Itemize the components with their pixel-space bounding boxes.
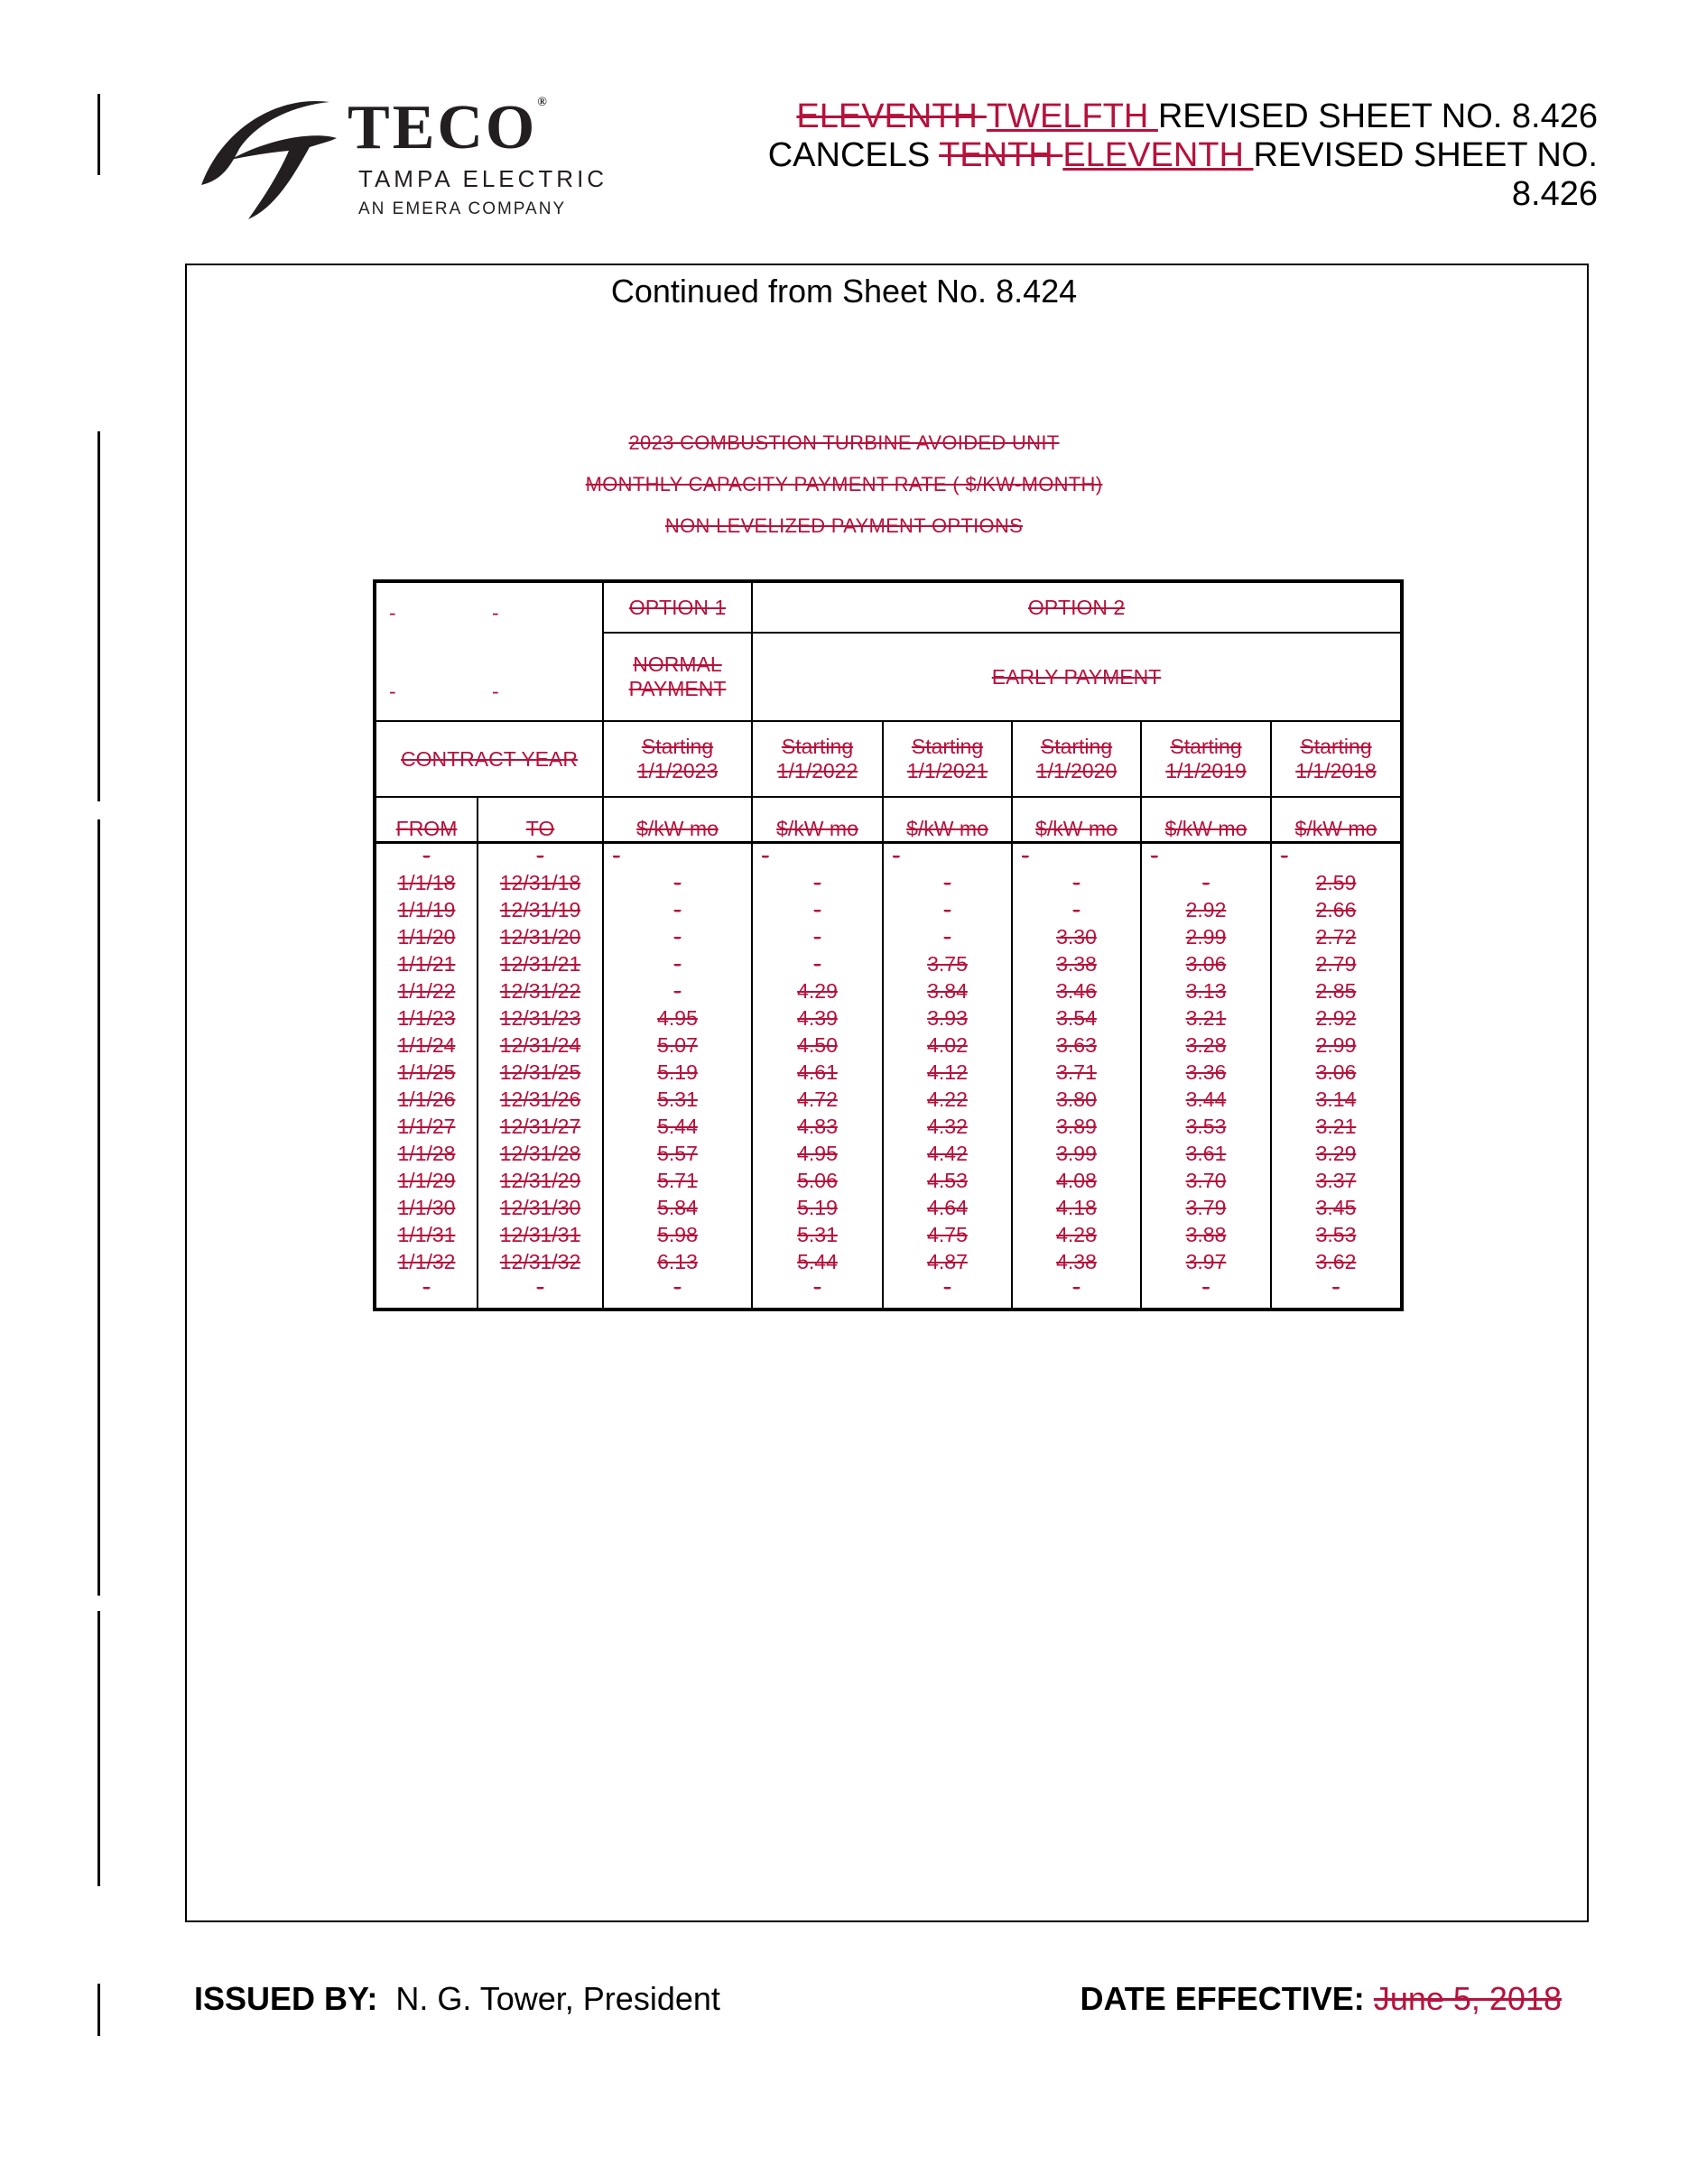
revision-bar bbox=[97, 1984, 100, 2036]
sheet-number-line: ELEVENTH TWELFTH REVISED SHEET NO. 8.426 bbox=[796, 97, 1598, 135]
table-cell: 5.44 bbox=[603, 1113, 752, 1140]
table-row bbox=[375, 1113, 1402, 1140]
swoosh-logo-icon bbox=[194, 95, 339, 221]
table-cell: - bbox=[1141, 1275, 1271, 1309]
to-header: TO bbox=[478, 797, 603, 842]
table-cell: 4.29 bbox=[752, 977, 883, 1004]
table-cell: 3.30 bbox=[1012, 923, 1141, 950]
sheet-header bbox=[695, 97, 1598, 214]
table-cell: 5.19 bbox=[752, 1194, 883, 1221]
normal-payment-header: NORMAL PAYMENT bbox=[603, 633, 752, 721]
table-cell: 12/31/29 bbox=[478, 1167, 603, 1194]
table-cell: 4.22 bbox=[883, 1086, 1012, 1113]
table-cell: 4.39 bbox=[752, 1004, 883, 1032]
table-cell: 5.31 bbox=[603, 1086, 752, 1113]
table-cell: 4.95 bbox=[603, 1004, 752, 1032]
unit-header: $/kW mo bbox=[1271, 797, 1402, 842]
table-cell: 4.53 bbox=[883, 1167, 1012, 1194]
table-cell: 5.71 bbox=[603, 1167, 752, 1194]
table-cell: 5.31 bbox=[752, 1221, 883, 1248]
table-cell: 1/1/30 bbox=[375, 1194, 478, 1221]
table-cell: - bbox=[603, 950, 752, 977]
table-cell: 4.42 bbox=[883, 1140, 1012, 1167]
table-cell: 3.36 bbox=[1141, 1059, 1271, 1086]
table-cell: 4.64 bbox=[883, 1194, 1012, 1221]
option1-header: OPTION 1 bbox=[603, 581, 752, 633]
table-row bbox=[375, 842, 1402, 869]
table-cell: 2.92 bbox=[1271, 1004, 1402, 1032]
table-cell: - bbox=[883, 923, 1012, 950]
table-cell: - bbox=[883, 869, 1012, 896]
table-cell: 12/31/25 bbox=[478, 1059, 603, 1086]
table-row bbox=[375, 1059, 1402, 1086]
table-row bbox=[375, 1275, 1402, 1309]
table-cell: 2.85 bbox=[1271, 977, 1402, 1004]
table-row bbox=[375, 1032, 1402, 1059]
table-cell: 2.66 bbox=[1271, 896, 1402, 923]
table-cell: - bbox=[1012, 1275, 1141, 1309]
revision-bar bbox=[97, 1611, 100, 1886]
table-cell: - bbox=[603, 842, 752, 869]
table-cell: 12/31/21 bbox=[478, 950, 603, 977]
table-cell: 12/31/20 bbox=[478, 923, 603, 950]
table-cell: 2.92 bbox=[1141, 896, 1271, 923]
table-cell: 1/1/24 bbox=[375, 1032, 478, 1059]
table-cell: 2.72 bbox=[1271, 923, 1402, 950]
table-cell: - bbox=[883, 896, 1012, 923]
date-effective-value: June 5, 2018 bbox=[1373, 1980, 1562, 2017]
table-row bbox=[375, 1167, 1402, 1194]
unit-header: $/kW mo bbox=[603, 797, 752, 842]
revision-bar bbox=[97, 819, 100, 1596]
table-cell: 4.61 bbox=[752, 1059, 883, 1086]
table-cell: 4.28 bbox=[1012, 1221, 1141, 1248]
table-cell: 1/1/25 bbox=[375, 1059, 478, 1086]
table-cell: 3.06 bbox=[1141, 950, 1271, 977]
table-row bbox=[375, 1140, 1402, 1167]
table-cell: 3.84 bbox=[883, 977, 1012, 1004]
table-row bbox=[375, 1221, 1402, 1248]
table-cell: 1/1/26 bbox=[375, 1086, 478, 1113]
table-cell: 4.83 bbox=[752, 1113, 883, 1140]
table-cell: 1/1/29 bbox=[375, 1167, 478, 1194]
table-row bbox=[375, 950, 1402, 977]
table-cell: 1/1/27 bbox=[375, 1113, 478, 1140]
table-title-line3: NON LEVELIZED PAYMENT OPTIONS bbox=[664, 514, 1024, 537]
table-cell: - bbox=[603, 896, 752, 923]
starting-date-header: Starting 1/1/2023 bbox=[603, 721, 752, 797]
table-cell: - bbox=[752, 1275, 883, 1309]
continued-note: Continued from Sheet No. 8.424 bbox=[610, 273, 1078, 310]
table-title-line1: 2023 COMBUSTION TURBINE AVOIDED UNIT bbox=[628, 431, 1060, 454]
starting-date-header: Starting 1/1/2019 bbox=[1141, 721, 1271, 797]
starting-date-header: Starting 1/1/2022 bbox=[752, 721, 883, 797]
table-cell: - bbox=[603, 869, 752, 896]
table-cell: 3.62 bbox=[1271, 1248, 1402, 1275]
table-row bbox=[375, 1086, 1402, 1113]
table-cell: 3.13 bbox=[1141, 977, 1271, 1004]
table-cell: - bbox=[1012, 869, 1141, 896]
table-cell: - bbox=[1141, 842, 1271, 869]
table-cell: - bbox=[752, 896, 883, 923]
table-cell: 3.79 bbox=[1141, 1194, 1271, 1221]
table-cell: 4.72 bbox=[752, 1086, 883, 1113]
table-cell: 1/1/21 bbox=[375, 950, 478, 977]
table-cell: 5.06 bbox=[752, 1167, 883, 1194]
table-cell: 3.93 bbox=[883, 1004, 1012, 1032]
table-cell: - bbox=[752, 923, 883, 950]
unit-header: $/kW mo bbox=[883, 797, 1012, 842]
table-cell: 1/1/31 bbox=[375, 1221, 478, 1248]
table-cell: 3.21 bbox=[1271, 1113, 1402, 1140]
table-cell: - bbox=[375, 1275, 478, 1309]
table-cell: 3.75 bbox=[883, 950, 1012, 977]
table-cell: 5.19 bbox=[603, 1059, 752, 1086]
table-cell: 1/1/20 bbox=[375, 923, 478, 950]
table-cell: 12/31/32 bbox=[478, 1248, 603, 1275]
table-cell: 3.80 bbox=[1012, 1086, 1141, 1113]
table-cell: 4.02 bbox=[883, 1032, 1012, 1059]
table-cell: 12/31/30 bbox=[478, 1194, 603, 1221]
table-row bbox=[375, 1004, 1402, 1032]
option2-header: OPTION 2 bbox=[752, 581, 1402, 633]
table-cell: 12/31/24 bbox=[478, 1032, 603, 1059]
revision-bar bbox=[97, 94, 100, 175]
table-cell: 1/1/18 bbox=[375, 869, 478, 896]
table-cell: - bbox=[603, 923, 752, 950]
logo-tagline: TAMPA ELECTRIC bbox=[358, 165, 608, 192]
table-cell: 4.95 bbox=[752, 1140, 883, 1167]
table-cell: 4.32 bbox=[883, 1113, 1012, 1140]
table-cell: 2.59 bbox=[1271, 869, 1402, 896]
cancels-line: CANCELS TENTH ELEVENTH REVISED SHEET NO. bbox=[767, 136, 1598, 174]
table-cell: 3.06 bbox=[1271, 1059, 1402, 1086]
unit-header: $/kW mo bbox=[752, 797, 883, 842]
table-cell: 12/31/22 bbox=[478, 977, 603, 1004]
starting-date-header: Starting 1/1/2020 bbox=[1012, 721, 1141, 797]
unit-header: $/kW mo bbox=[1141, 797, 1271, 842]
table-cell: - bbox=[375, 842, 478, 869]
table-cell: 4.12 bbox=[883, 1059, 1012, 1086]
table-cell: 2.79 bbox=[1271, 950, 1402, 977]
table-cell: - bbox=[1271, 1275, 1402, 1309]
date-effective bbox=[1080, 1980, 1562, 2018]
table-cell: 4.75 bbox=[883, 1221, 1012, 1248]
logo-wordmark: TECO® bbox=[348, 93, 547, 162]
table-cell: 3.45 bbox=[1271, 1194, 1402, 1221]
table-cell: 3.89 bbox=[1012, 1113, 1141, 1140]
table-cell: 2.99 bbox=[1141, 923, 1271, 950]
table-row bbox=[375, 923, 1402, 950]
table-cell: 3.97 bbox=[1141, 1248, 1271, 1275]
table-cell: 3.88 bbox=[1141, 1221, 1271, 1248]
table-cell: - bbox=[1271, 842, 1402, 869]
table-cell: 3.38 bbox=[1012, 950, 1141, 977]
table-cell: 3.28 bbox=[1141, 1032, 1271, 1059]
table-cell: 12/31/26 bbox=[478, 1086, 603, 1113]
table-row bbox=[375, 977, 1402, 1004]
table-cell: 1/1/28 bbox=[375, 1140, 478, 1167]
table-cell: 4.87 bbox=[883, 1248, 1012, 1275]
table-cell: - bbox=[478, 1275, 603, 1309]
table-cell: 3.71 bbox=[1012, 1059, 1141, 1086]
cancels-sheet-number: 8.426 bbox=[1511, 175, 1598, 213]
table-title-line2: MONTHLY CAPACITY PAYMENT RATE ( $/KW-MONTH) bbox=[585, 473, 1103, 495]
table-cell: 4.18 bbox=[1012, 1194, 1141, 1221]
table-cell: 12/31/23 bbox=[478, 1004, 603, 1032]
table-cell: 12/31/27 bbox=[478, 1113, 603, 1140]
issued-by-value: N. G. Tower, President bbox=[395, 1980, 720, 2017]
table-cell: 3.37 bbox=[1271, 1167, 1402, 1194]
starting-date-header: Starting 1/1/2021 bbox=[883, 721, 1012, 797]
table-cell: 5.44 bbox=[752, 1248, 883, 1275]
table-cell: 1/1/19 bbox=[375, 896, 478, 923]
table-cell: - bbox=[1012, 842, 1141, 869]
table-cell: 3.54 bbox=[1012, 1004, 1141, 1032]
table-cell: - bbox=[1141, 869, 1271, 896]
logo-subtagline: AN EMERA COMPANY bbox=[358, 199, 567, 218]
issued-by bbox=[194, 1980, 720, 2018]
table-cell: 1/1/23 bbox=[375, 1004, 478, 1032]
table-cell: 5.84 bbox=[603, 1194, 752, 1221]
table-cell: - bbox=[752, 842, 883, 869]
table-cell: 12/31/18 bbox=[478, 869, 603, 896]
table-cell: - bbox=[603, 1275, 752, 1309]
table-row bbox=[375, 896, 1402, 923]
unit-header: $/kW mo bbox=[1012, 797, 1141, 842]
table-cell: 5.07 bbox=[603, 1032, 752, 1059]
table-cell: 12/31/19 bbox=[478, 896, 603, 923]
teco-logo bbox=[194, 95, 663, 226]
contract-year-header: CONTRACT YEAR bbox=[375, 721, 603, 797]
table-cell: 3.70 bbox=[1141, 1167, 1271, 1194]
table-cell: 4.08 bbox=[1012, 1167, 1141, 1194]
table-cell: 3.61 bbox=[1141, 1140, 1271, 1167]
table-cell: 2.99 bbox=[1271, 1032, 1402, 1059]
table-cell: 3.53 bbox=[1271, 1221, 1402, 1248]
blank-header-cell: - - - - bbox=[375, 581, 603, 721]
table-cell: 3.46 bbox=[1012, 977, 1141, 1004]
table-cell: 1/1/32 bbox=[375, 1248, 478, 1275]
table-cell: 5.98 bbox=[603, 1221, 752, 1248]
table-cell: 3.14 bbox=[1271, 1086, 1402, 1113]
table-cell: - bbox=[883, 1275, 1012, 1309]
table-cell: - bbox=[478, 842, 603, 869]
table-cell: 3.63 bbox=[1012, 1032, 1141, 1059]
table-cell: 3.29 bbox=[1271, 1140, 1402, 1167]
table-cell: - bbox=[752, 869, 883, 896]
table-cell: - bbox=[752, 950, 883, 977]
table-cell: 4.50 bbox=[752, 1032, 883, 1059]
table-cell: 6.13 bbox=[603, 1248, 752, 1275]
table-cell: - bbox=[883, 842, 1012, 869]
issued-by-label: ISSUED BY: bbox=[194, 1980, 378, 2017]
table-cell: 12/31/28 bbox=[478, 1140, 603, 1167]
early-payment-header: EARLY PAYMENT bbox=[752, 633, 1402, 721]
table-cell: 5.57 bbox=[603, 1140, 752, 1167]
starting-date-header: Starting 1/1/2018 bbox=[1271, 721, 1402, 797]
table-cell: - bbox=[603, 977, 752, 1004]
table-cell: 3.99 bbox=[1012, 1140, 1141, 1167]
table-cell: 4.38 bbox=[1012, 1248, 1141, 1275]
table-row bbox=[375, 869, 1402, 896]
table-cell: 3.44 bbox=[1141, 1086, 1271, 1113]
table-cell: 1/1/22 bbox=[375, 977, 478, 1004]
table-cell: 3.53 bbox=[1141, 1113, 1271, 1140]
table-cell: - bbox=[1012, 896, 1141, 923]
table-row bbox=[375, 1194, 1402, 1221]
table-row bbox=[375, 1248, 1402, 1275]
capacity-payment-table bbox=[373, 579, 1404, 1311]
table-cell: 3.21 bbox=[1141, 1004, 1271, 1032]
from-header: FROM bbox=[375, 797, 478, 842]
date-effective-label: DATE EFFECTIVE: bbox=[1080, 1980, 1365, 2017]
table-cell: 12/31/31 bbox=[478, 1221, 603, 1248]
